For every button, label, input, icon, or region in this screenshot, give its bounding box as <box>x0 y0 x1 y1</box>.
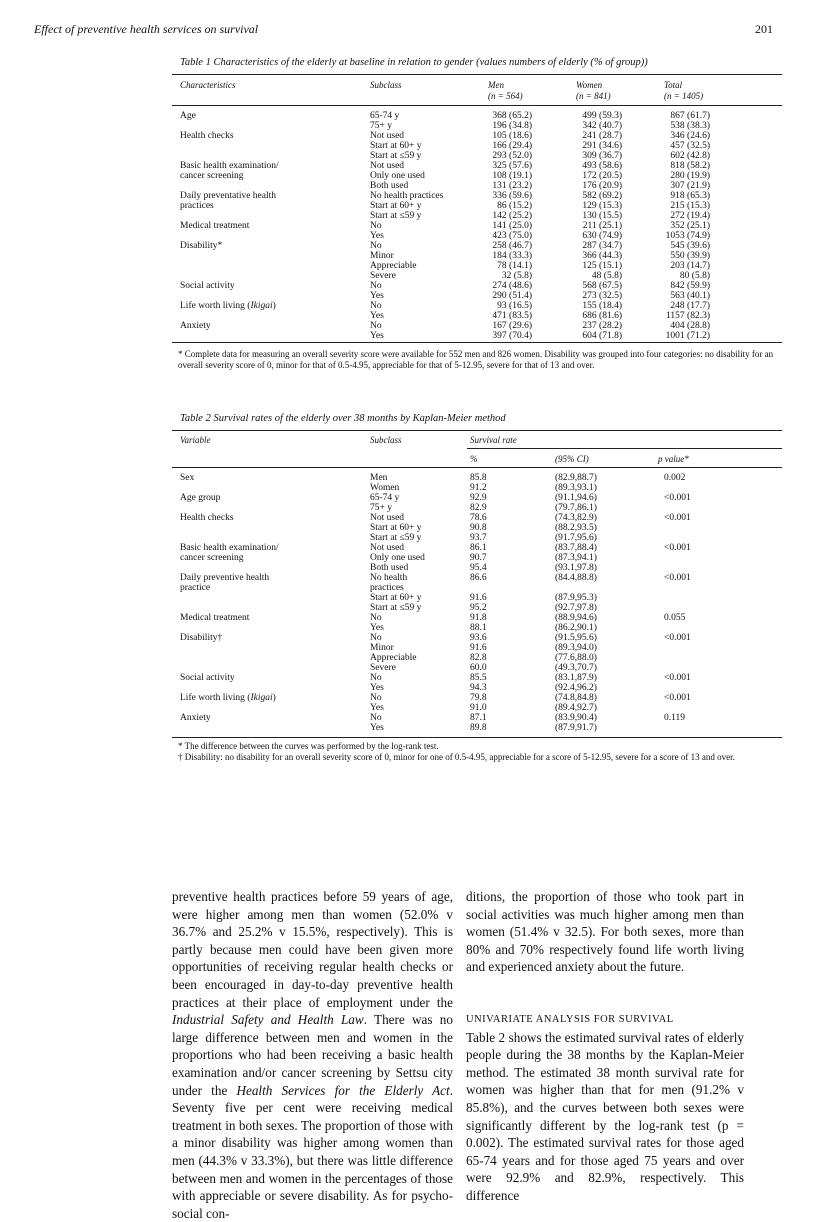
women-cell: 630 (74.9) <box>582 231 622 241</box>
running-title: Effect of preventive health services on survival <box>34 22 259 36</box>
women-cell: 172 (20.5) <box>582 171 622 181</box>
table-row <box>0 111 816 121</box>
characteristic-cell: Medical treatment <box>180 221 250 231</box>
survival-pct-cell: 91.8 <box>470 613 487 623</box>
women-cell: 493 (58.6) <box>582 161 622 171</box>
ci-cell: (77.6,88.0) <box>555 653 597 663</box>
table-row <box>0 331 816 341</box>
table-row <box>0 251 816 261</box>
subclass-cell: Minor <box>370 251 394 261</box>
table2-footnote-1: * The difference between the curves was performed by the log-rank test. <box>178 741 439 751</box>
characteristic-cell: Anxiety <box>180 321 211 331</box>
table-row <box>0 523 816 533</box>
table-row <box>0 563 816 573</box>
p-value-cell: 0.002 <box>664 473 686 483</box>
table-row <box>0 713 816 723</box>
women-cell: 273 (32.5) <box>582 291 622 301</box>
subclass-cell: Start at ≤59 y <box>370 533 422 543</box>
table-row <box>0 121 816 131</box>
survival-pct-cell: 88.1 <box>470 623 487 633</box>
men-cell: 293 (52.0) <box>492 151 532 161</box>
table-row <box>0 171 816 181</box>
subclass-cell: Start at 60+ y <box>370 141 422 151</box>
women-cell: 211 (25.1) <box>582 221 622 231</box>
p-value-cell: <0.001 <box>664 513 691 523</box>
p-value-cell: <0.001 <box>664 573 691 583</box>
men-cell: 142 (25.2) <box>492 211 532 221</box>
total-cell: 404 (28.8) <box>670 321 710 331</box>
table1-top-rule <box>172 74 782 75</box>
table1-header-subclass: Subclass <box>370 80 402 90</box>
women-cell: 309 (36.7) <box>582 151 622 161</box>
table-row <box>0 623 816 633</box>
table-row <box>0 151 816 161</box>
characteristic-cell: cancer screening <box>180 171 244 181</box>
men-cell: 290 (51.4) <box>492 291 532 301</box>
ci-cell: (87.9,91.7) <box>555 723 597 733</box>
total-cell: 457 (32.5) <box>670 141 710 151</box>
ci-cell: (89.3,93.1) <box>555 483 597 493</box>
total-cell: 352 (25.1) <box>670 221 710 231</box>
ci-cell: (82.9,88.7) <box>555 473 597 483</box>
men-cell: 397 (70.4) <box>492 331 532 341</box>
subclass-cell: Both used <box>370 181 409 191</box>
ci-cell: (79.7,86.1) <box>555 503 597 513</box>
ci-cell: (74.8,84.8) <box>555 693 597 703</box>
survival-pct-cell: 85.5 <box>470 673 487 683</box>
table-row <box>0 261 816 271</box>
men-cell: 184 (33.3) <box>492 251 532 261</box>
ci-cell: (89.3,94.0) <box>555 643 597 653</box>
men-cell: 131 (23.2) <box>492 181 532 191</box>
variable-cell: cancer screening <box>180 553 244 563</box>
table1-header-men-n: (n = 564) <box>488 91 523 101</box>
characteristic-cell: Age <box>180 111 196 121</box>
subclass-cell: Not used <box>370 513 405 523</box>
survival-pct-cell: 91.6 <box>470 593 487 603</box>
law-name: Industrial Safety and Health Law <box>172 1012 364 1028</box>
table-row <box>0 543 816 553</box>
subclass-cell: Yes <box>370 231 384 241</box>
p-value-cell: <0.001 <box>664 543 691 553</box>
total-cell: 280 (19.9) <box>670 171 710 181</box>
survival-pct-cell: 86.1 <box>470 543 487 553</box>
variable-cell: practice <box>180 583 211 593</box>
table2-header-variable: Variable <box>180 435 211 445</box>
men-cell: 196 (34.8) <box>492 121 532 131</box>
subclass-cell: No <box>370 613 382 623</box>
ci-cell: (83.1,87.9) <box>555 673 597 683</box>
men-cell: 32 (5.8) <box>501 271 532 281</box>
subclass-cell: Start at 60+ y <box>370 201 422 211</box>
total-cell: 918 (65.3) <box>670 191 710 201</box>
table-row <box>0 473 816 483</box>
table1-header-characteristics: Characteristics <box>180 80 236 90</box>
table2-footnote-2: † Disability: no disability for an overall severity score of 0, minor for one of 0.5-4.95, appreciable for a score of 5-12.95, severe for a score of 13 and over. <box>178 752 735 762</box>
men-cell: 108 (19.1) <box>492 171 532 181</box>
total-cell: 80 (5.8) <box>679 271 710 281</box>
table2-header-pct: % <box>470 454 478 464</box>
subclass-cell: Appreciable <box>370 261 417 271</box>
men-cell: 78 (14.1) <box>497 261 532 271</box>
table-row <box>0 181 816 191</box>
survival-pct-cell: 92.9 <box>470 493 487 503</box>
table-row <box>0 703 816 713</box>
table-row <box>0 201 816 211</box>
characteristic-cell: practices <box>180 201 214 211</box>
total-cell: 346 (24.6) <box>670 131 710 141</box>
table-row <box>0 141 816 151</box>
ci-cell: (83.9,90.4) <box>555 713 597 723</box>
subclass-cell: No health <box>370 573 408 583</box>
p-value-cell: <0.001 <box>664 633 691 643</box>
table-row <box>0 321 816 331</box>
subclass-cell: No health practices <box>370 191 444 201</box>
women-cell: 155 (18.4) <box>582 301 622 311</box>
table-row <box>0 593 816 603</box>
total-cell: 818 (58.2) <box>670 161 710 171</box>
subclass-cell: Start at ≤59 y <box>370 151 422 161</box>
men-cell: 336 (59.6) <box>492 191 532 201</box>
ci-cell: (84.4,88.8) <box>555 573 597 583</box>
men-cell: 423 (75.0) <box>492 231 532 241</box>
table2-header-ci: (95% CI) <box>555 454 589 464</box>
ci-cell: (92.4,96.2) <box>555 683 597 693</box>
table2-bottom-rule <box>172 737 782 738</box>
table1-bottom-rule <box>172 342 782 343</box>
table-row <box>0 583 816 593</box>
survival-pct-cell: 87.1 <box>470 713 487 723</box>
subclass-cell: Women <box>370 483 400 493</box>
ci-cell: (74.3,82.9) <box>555 513 597 523</box>
total-cell: 215 (15.3) <box>670 201 710 211</box>
total-cell: 203 (14.7) <box>670 261 710 271</box>
table2-survival-rule <box>467 448 782 449</box>
men-cell: 325 (57.6) <box>492 161 532 171</box>
survival-pct-cell: 90.8 <box>470 523 487 533</box>
table1-header-rule <box>172 105 782 106</box>
subclass-cell: Severe <box>370 271 396 281</box>
survival-pct-cell: 91.2 <box>470 483 487 493</box>
body-right-paragraph-1: ditions, the proportion of those who took part in social activities was much higher among men than women (51.4% v 32.5). For both sexes, more than 80% and 70% respectively found life worth living and experienced anxiety about the future. <box>466 889 744 975</box>
men-cell: 471 (83.5) <box>492 311 532 321</box>
subclass-cell: Yes <box>370 723 384 733</box>
total-cell: 867 (61.7) <box>670 111 710 121</box>
men-cell: 105 (18.6) <box>492 131 532 141</box>
total-cell: 842 (59.9) <box>670 281 710 291</box>
women-cell: 125 (15.1) <box>582 261 622 271</box>
characteristic-cell: Life worth living (Ikigai) <box>180 301 276 311</box>
women-cell: 582 (69.2) <box>582 191 622 201</box>
table-row <box>0 161 816 171</box>
table2-header-p: p value* <box>658 454 689 464</box>
page-number: 201 <box>755 22 773 36</box>
act-name: Health Services for the Elderly Act <box>236 1082 450 1098</box>
women-cell: 366 (44.3) <box>582 251 622 261</box>
total-cell: 550 (39.9) <box>670 251 710 261</box>
ci-cell: (49.3,70.7) <box>555 663 597 673</box>
survival-pct-cell: 90.7 <box>470 553 487 563</box>
table-row <box>0 311 816 321</box>
p-value-cell: <0.001 <box>664 673 691 683</box>
table1-caption: Table 1 Characteristics of the elderly at baseline in relation to gender (values numbers of elderly (% of group)) <box>180 57 648 68</box>
subclass-cell: No <box>370 713 382 723</box>
table-row <box>0 503 816 513</box>
table-row <box>0 723 816 733</box>
body-right-paragraph-2: Table 2 shows the estimated survival rates of elderly people during the 38 months by the Kaplan-Meier method. The estimated 38 month survival rate for women was higher than that for men (91.2% v 85.8%), and the curves between both sexes were significantly different by the log-rank test (p = 0.002). The estimated survival rates for those aged 65-74 years and for those aged 75 years and over were 92.9% and 82.9%, respectively. This difference <box>466 1029 744 1203</box>
variable-cell: Age group <box>180 493 221 503</box>
men-cell: 86 (15.2) <box>497 201 532 211</box>
women-cell: 568 (67.5) <box>582 281 622 291</box>
table-row <box>0 673 816 683</box>
table2-top-rule <box>172 430 782 431</box>
table-row <box>0 301 816 311</box>
subclass-cell: Appreciable <box>370 653 417 663</box>
women-cell: 48 (5.8) <box>591 271 622 281</box>
variable-cell: Sex <box>180 473 195 483</box>
total-cell: 1001 (71.2) <box>665 331 710 341</box>
survival-pct-cell: 79.8 <box>470 693 487 703</box>
table-row <box>0 573 816 583</box>
table-row <box>0 483 816 493</box>
table-row <box>0 493 816 503</box>
subclass-cell: 75+ y <box>370 503 392 513</box>
women-cell: 237 (28.2) <box>582 321 622 331</box>
subclass-cell: No <box>370 241 382 251</box>
subclass-cell: No <box>370 281 382 291</box>
subclass-cell: Both used <box>370 563 409 573</box>
p-value-cell: 0.119 <box>664 713 686 723</box>
table1-header-women: Women <box>576 80 603 90</box>
table2-header-subclass: Subclass <box>370 435 402 445</box>
survival-pct-cell: 95.4 <box>470 563 487 573</box>
ci-cell: (93.1,97.8) <box>555 563 597 573</box>
table-row <box>0 291 816 301</box>
total-cell: 538 (38.3) <box>670 121 710 131</box>
subclass-cell: 75+ y <box>370 121 392 131</box>
survival-pct-cell: 78.6 <box>470 513 487 523</box>
variable-cell: Social activity <box>180 673 235 683</box>
total-cell: 248 (17.7) <box>670 301 710 311</box>
table-row <box>0 191 816 201</box>
variable-cell: Health checks <box>180 513 234 523</box>
total-cell: 1053 (74.9) <box>665 231 710 241</box>
subclass-cell: No <box>370 693 382 703</box>
table1-footnote: * Complete data for measuring an overall severity score were available for 552 men and 826 women. Disability was grouped into four categories: no disability for an overall severity score of 0, minor for that of 0.5-4.95, appreciable for that of 5-12.95, severe for that of 13 and over. <box>178 349 774 370</box>
men-cell: 258 (46.7) <box>492 241 532 251</box>
table1-header-total: Total <box>664 80 683 90</box>
subclass-cell: 65-74 y <box>370 493 400 503</box>
characteristic-cell: Health checks <box>180 131 234 141</box>
table-row <box>0 613 816 623</box>
variable-cell: Basic health examination/ <box>180 543 279 553</box>
table2-header-rule <box>172 467 782 468</box>
ci-cell: (87.3,94.1) <box>555 553 597 563</box>
survival-pct-cell: 91.6 <box>470 643 487 653</box>
survival-pct-cell: 93.7 <box>470 533 487 543</box>
women-cell: 499 (59.3) <box>582 111 622 121</box>
women-cell: 342 (40.7) <box>582 121 622 131</box>
subclass-cell: practices <box>370 583 404 593</box>
ci-cell: (91.7,95.6) <box>555 533 597 543</box>
subclass-cell: No <box>370 321 382 331</box>
variable-cell: Life worth living (Ikigai) <box>180 693 276 703</box>
women-cell: 241 (28.7) <box>582 131 622 141</box>
women-cell: 686 (81.6) <box>582 311 622 321</box>
variable-cell: Disability† <box>180 633 223 643</box>
men-cell: 274 (48.6) <box>492 281 532 291</box>
ci-cell: (86.2,90.1) <box>555 623 597 633</box>
table1-header-men: Men <box>488 80 504 90</box>
survival-pct-cell: 95.2 <box>470 603 487 613</box>
men-cell: 93 (16.5) <box>497 301 532 311</box>
ci-cell: (91.5,95.6) <box>555 633 597 643</box>
subclass-cell: Not used <box>370 131 405 141</box>
total-cell: 307 (21.9) <box>670 181 710 191</box>
subclass-cell: Start at 60+ y <box>370 523 422 533</box>
men-cell: 141 (25.0) <box>492 221 532 231</box>
total-cell: 272 (19.4) <box>670 211 710 221</box>
characteristic-cell: Basic health examination/ <box>180 161 279 171</box>
subclass-cell: No <box>370 221 382 231</box>
table-row <box>0 653 816 663</box>
ci-cell: (89.4,92.7) <box>555 703 597 713</box>
survival-pct-cell: 60.0 <box>470 663 487 673</box>
p-value-cell: <0.001 <box>664 693 691 703</box>
table-row <box>0 131 816 141</box>
women-cell: 287 (34.7) <box>582 241 622 251</box>
table-row <box>0 693 816 703</box>
table-row <box>0 683 816 693</box>
women-cell: 604 (71.8) <box>582 331 622 341</box>
body-left-column <box>172 888 453 1222</box>
total-cell: 1157 (82.3) <box>666 311 710 321</box>
subclass-cell: Start at ≤59 y <box>370 603 422 613</box>
subclass-cell: Yes <box>370 291 384 301</box>
subclass-cell: Men <box>370 473 388 483</box>
p-value-cell: <0.001 <box>664 493 691 503</box>
survival-pct-cell: 82.9 <box>470 503 487 513</box>
subclass-cell: Yes <box>370 683 384 693</box>
subclass-cell: Minor <box>370 643 394 653</box>
variable-cell: Daily preventive health <box>180 573 270 583</box>
women-cell: 291 (34.6) <box>582 141 622 151</box>
table-row <box>0 663 816 673</box>
table-row <box>0 513 816 523</box>
table-row <box>0 221 816 231</box>
survival-pct-cell: 86.6 <box>470 573 487 583</box>
subclass-cell: Yes <box>370 311 384 321</box>
subclass-cell: No <box>370 673 382 683</box>
table2-caption: Table 2 Survival rates of the elderly over 38 months by Kaplan-Meier method <box>180 413 506 424</box>
subclass-cell: Only one used <box>370 553 425 563</box>
subclass-cell: Only one used <box>370 171 425 181</box>
variable-cell: Medical treatment <box>180 613 250 623</box>
subclass-cell: No <box>370 633 382 643</box>
women-cell: 130 (15.5) <box>582 211 622 221</box>
table-row <box>0 211 816 221</box>
survival-pct-cell: 82.8 <box>470 653 487 663</box>
table-row <box>0 603 816 613</box>
subclass-cell: Start at ≤59 y <box>370 211 422 221</box>
subclass-cell: Not used <box>370 543 405 553</box>
total-cell: 563 (40.1) <box>670 291 710 301</box>
characteristic-cell: Social activity <box>180 281 235 291</box>
table2-header-survival-rate: Survival rate <box>470 435 517 445</box>
subclass-cell: No <box>370 301 382 311</box>
men-cell: 166 (29.4) <box>492 141 532 151</box>
body-right-column <box>466 888 744 1205</box>
ci-cell: (88.9,94.6) <box>555 613 597 623</box>
subclass-cell: Yes <box>370 703 384 713</box>
table-row <box>0 643 816 653</box>
table1-header-total-n: (n = 1405) <box>664 91 704 101</box>
subclass-cell: Not used <box>370 161 405 171</box>
subclass-cell: 65-74 y <box>370 111 400 121</box>
subclass-cell: Start at 60+ y <box>370 593 422 603</box>
variable-cell: Anxiety <box>180 713 211 723</box>
table-row <box>0 281 816 291</box>
subclass-cell: Yes <box>370 331 384 341</box>
ci-cell: (92.7,97.8) <box>555 603 597 613</box>
total-cell: 545 (39.6) <box>670 241 710 251</box>
table-row <box>0 633 816 643</box>
women-cell: 176 (20.9) <box>582 181 622 191</box>
characteristic-cell: Daily preventative health <box>180 191 277 201</box>
subclass-cell: Yes <box>370 623 384 633</box>
survival-pct-cell: 91.0 <box>470 703 487 713</box>
women-cell: 129 (15.3) <box>582 201 622 211</box>
total-cell: 602 (42.8) <box>670 151 710 161</box>
body-left-paragraph: preventive health practices before 59 years of age, were higher among men than women (52.0% v 36.7% and 25.2% v 15.5%, respectively). This is partly because men could have been given more opportunities of receiving regular health checks or been encouraged in day-to-day preventive health practices at their place of employment under the Industrial Safety and Health Law. There was no large difference between men and women in the proportions who had been receiving a basic health examination and/or cancer screening by Settsu city under the Health Services for the Elderly Act. Seventy five per cent were receiving medical treatment in both sexes. The proportion of those with a minor disability was higher among women than men (44.3% v 33.3%), but there was little difference between men and women in the percentages of those with appreciable or severe disability. As for psycho-social con- <box>172 889 453 1221</box>
survival-pct-cell: 93.6 <box>470 633 487 643</box>
table-row <box>0 241 816 251</box>
survival-pct-cell: 94.3 <box>470 683 487 693</box>
table-row <box>0 553 816 563</box>
ci-cell: (88.2,93.5) <box>555 523 597 533</box>
table-row <box>0 271 816 281</box>
survival-pct-cell: 89.8 <box>470 723 487 733</box>
section-heading: UNIVARIATE ANALYSIS FOR SURVIVAL <box>466 1013 674 1025</box>
table1-header-women-n: (n = 841) <box>576 91 611 101</box>
p-value-cell: 0.055 <box>664 613 686 623</box>
men-cell: 167 (29.6) <box>492 321 532 331</box>
table-row <box>0 533 816 543</box>
subclass-cell: Severe <box>370 663 396 673</box>
ci-cell: (87.9,95.3) <box>555 593 597 603</box>
characteristic-cell: Disability* <box>180 241 223 251</box>
table-row <box>0 231 816 241</box>
survival-pct-cell: 85.8 <box>470 473 487 483</box>
ci-cell: (91.1,94.6) <box>555 493 597 503</box>
ci-cell: (83.7,88.4) <box>555 543 597 553</box>
men-cell: 368 (65.2) <box>492 111 532 121</box>
